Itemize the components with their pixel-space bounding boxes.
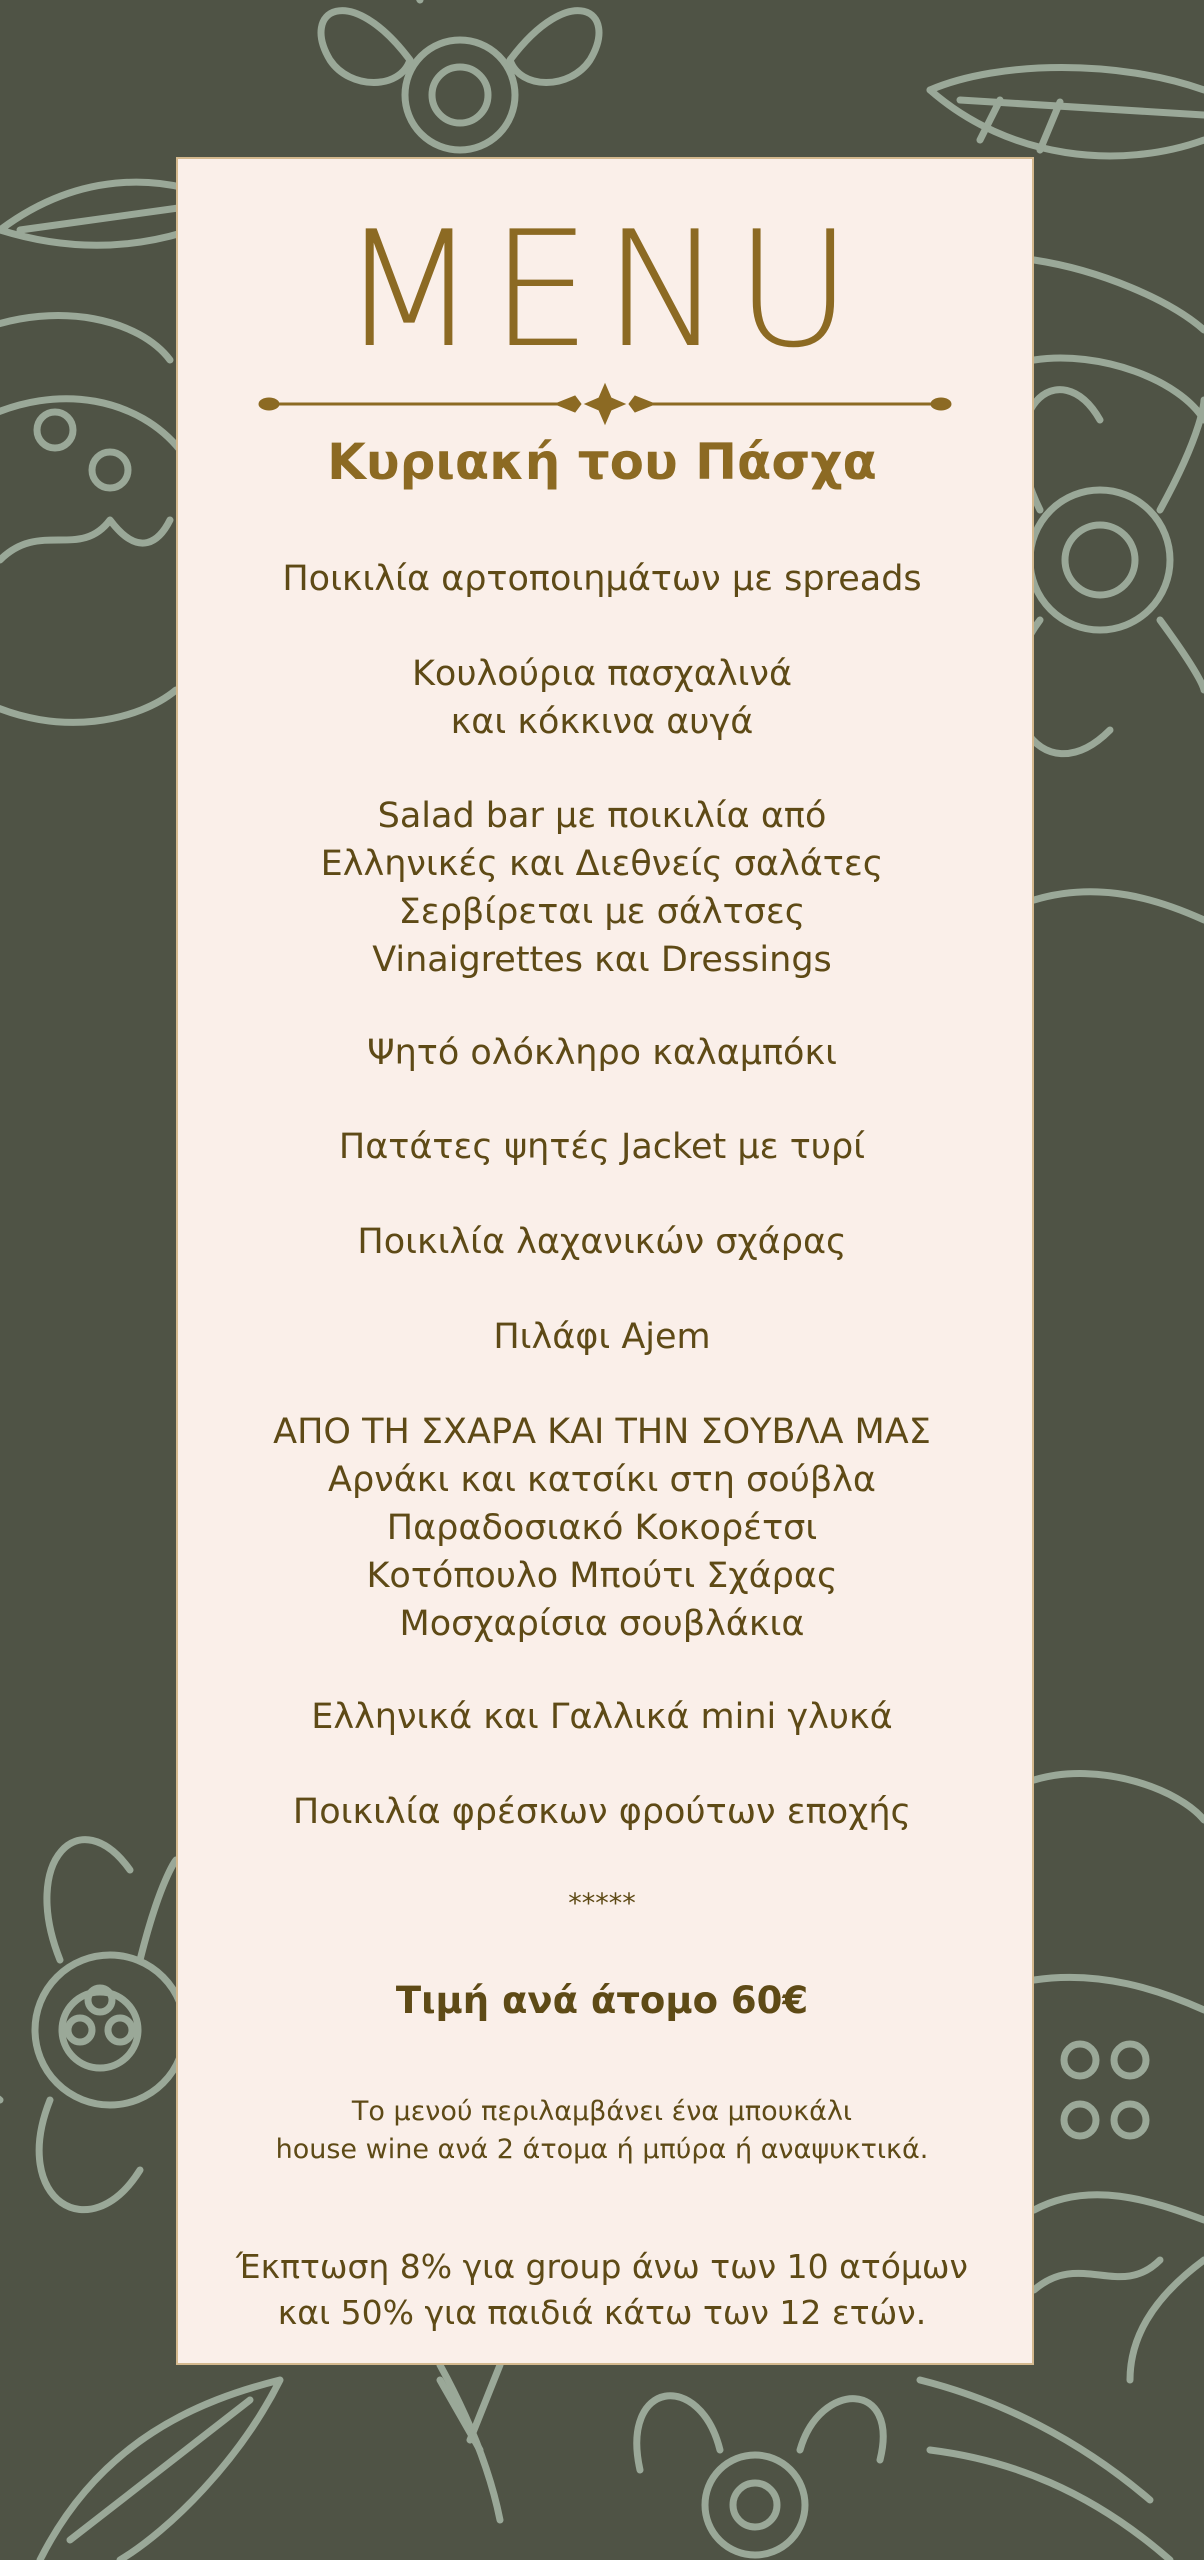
menu-subtitle: Κυριακή του Πάσχα <box>327 433 877 491</box>
menu-item <box>0 650 1204 746</box>
menu-item-line: Πιλάφι Ajem <box>493 1317 711 1357</box>
discount-line: και 50% για παιδιά κάτω των 12 ετών. <box>277 2293 927 2332</box>
ornamental-divider-icon <box>255 382 955 426</box>
menu-item-line: Ποικιλία φρέσκων φρούτων εποχής <box>292 1792 912 1832</box>
includes-line: house wine ανά 2 άτομα ή μπύρα ή αναψυκτικά. <box>275 2134 929 2165</box>
discount-note <box>0 2244 1204 2336</box>
menu-item <box>0 1408 1204 1648</box>
menu-item-line: Ελληνικά και Γαλλικά mini γλυκά <box>311 1697 893 1737</box>
menu-item-line: Αρνάκι και κατσίκι στη σούβλα <box>328 1460 876 1500</box>
menu-item-line: Ψητό ολόκληρο καλαμπόκι <box>367 1033 837 1073</box>
menu-item <box>0 1218 1204 1266</box>
menu-item-line: Ποικιλία αρτοποιημάτων με spreads <box>282 559 922 599</box>
menu-item-heading: ΑΠΟ ΤΗ ΣΧΑΡΑ ΚΑΙ ΤΗΝ ΣΟΥΒΛΑ ΜΑΣ <box>273 1412 931 1452</box>
menu-item <box>0 1693 1204 1741</box>
flower-doodle-icon <box>637 2396 883 2555</box>
discount-line: Έκπτωση 8% για group άνω των 10 ατόμων <box>236 2247 968 2286</box>
menu-item-line: Ελληνικές και Διεθνείς σαλάτες <box>320 844 884 884</box>
flower-doodle-icon <box>321 0 599 150</box>
menu-item <box>0 555 1204 603</box>
menu-item-line: και κόκκινα αυγά <box>450 702 754 742</box>
menu-item-line: Κοτόπουλο Μπούτι Σχάρας <box>366 1556 838 1596</box>
menu-item-line: Παραδοσιακό Κοκορέτσι <box>386 1508 818 1548</box>
menu-item-line: Κουλούρια πασχαλινά <box>411 654 793 694</box>
separator: ***** <box>568 1888 636 1919</box>
menu-item <box>0 792 1204 984</box>
price: Τιμή ανά άτομο 60€ <box>395 1979 809 2022</box>
menu-item-line: Μοσχαρίσια σουβλάκια <box>399 1604 805 1644</box>
menu-item-line: Σερβίρεται με σάλτσες <box>398 892 806 932</box>
menu-item-line: Vinaigrettes και Dressings <box>372 940 832 980</box>
menu-item-line: Salad bar με ποικιλία από <box>377 796 827 836</box>
menu-item <box>0 1029 1204 1077</box>
menu-item-line: Πατάτες ψητές Jacket με τυρί <box>338 1127 866 1167</box>
menu-title: MENU <box>340 196 864 383</box>
menu-item-line: Ποικιλία λαχανικών σχάρας <box>357 1222 847 1262</box>
menu-item <box>0 1788 1204 1836</box>
menu-item <box>0 1313 1204 1361</box>
includes-note <box>0 2093 1204 2169</box>
menu-item <box>0 1123 1204 1171</box>
includes-line: Το μενού περιλαμβάνει ένα μπουκάλι <box>351 2096 853 2127</box>
